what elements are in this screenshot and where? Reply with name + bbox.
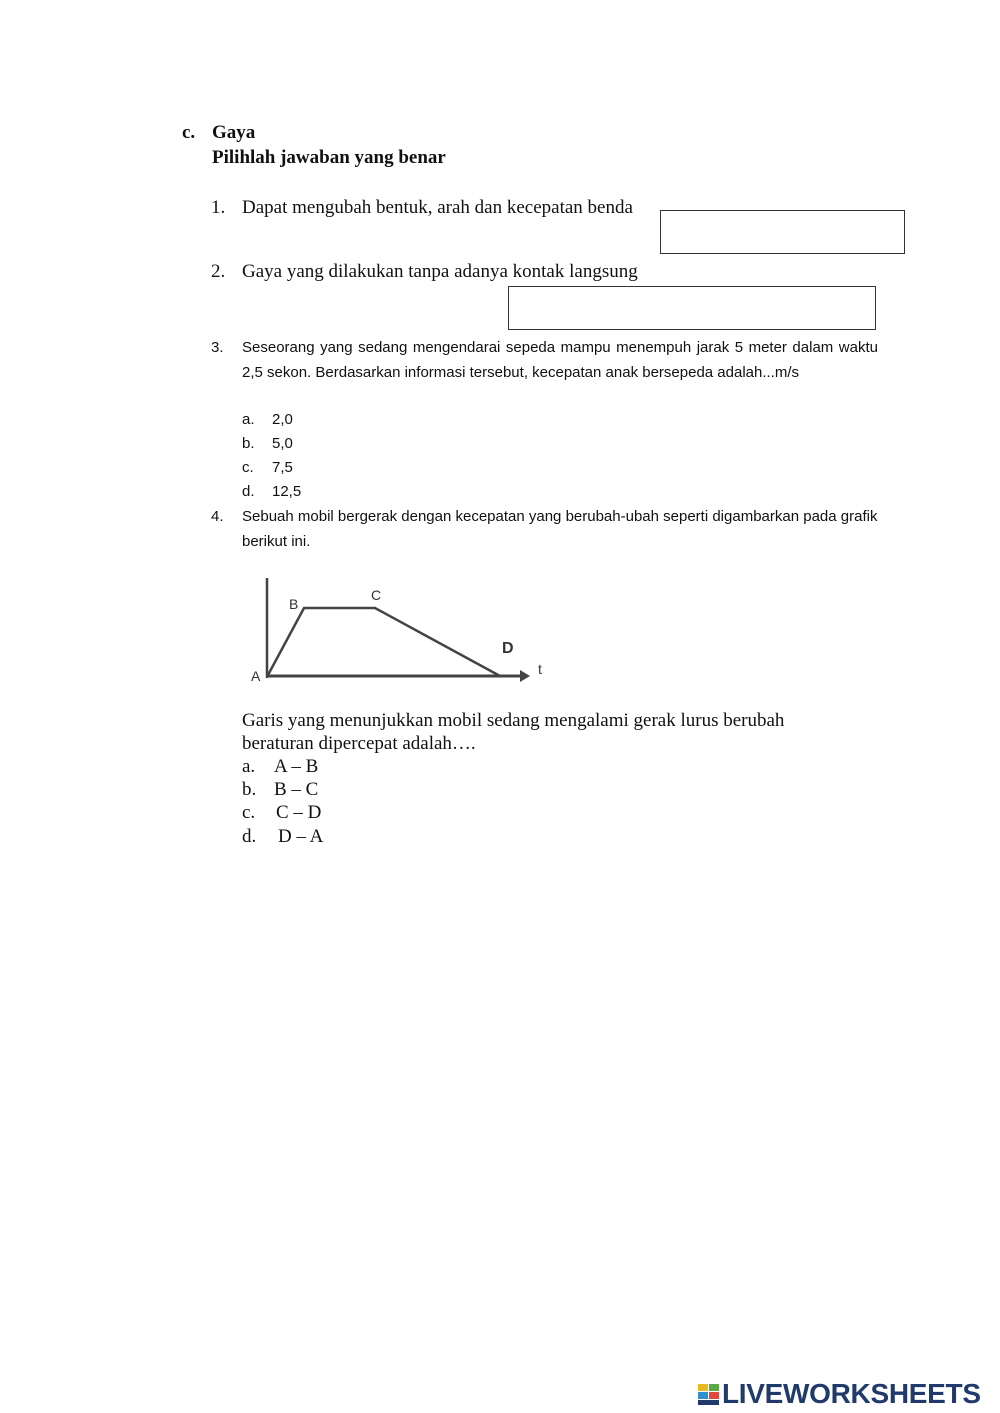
q3-option-b-text[interactable]: 5,0 <box>272 435 293 452</box>
question-1-number: 1. <box>211 197 226 218</box>
graph-label-a: A <box>251 668 261 684</box>
q4-option-a-letter: a. <box>242 756 256 777</box>
q3-option-a-text[interactable]: 2,0 <box>272 411 293 428</box>
q4-option-b-text[interactable]: B – C <box>274 779 319 800</box>
q4-option-c-letter: c. <box>242 802 256 823</box>
question-3-text: Seseorang yang sedang mengendarai sepeda mampu menempuh jarak 5 meter dalam waktu 2,5 sekon. Berdasarkan informasi tersebut, kecepatan anak bersepeda adalah...m/s <box>242 339 878 381</box>
graph-label-c: C <box>371 587 382 603</box>
liveworksheets-logo-icon <box>698 1382 720 1406</box>
q3-option-b-letter: b. <box>242 435 255 452</box>
section-instruction: Pilihlah jawaban yang benar <box>212 147 446 168</box>
q3-option-d-letter: d. <box>242 483 255 500</box>
velocity-time-graph <box>240 570 570 690</box>
q4-option-b-letter: b. <box>242 779 257 800</box>
q3-option-c-letter: c. <box>242 459 254 476</box>
section-title: Gaya <box>212 122 256 143</box>
graph-line-abcd <box>268 608 500 676</box>
q4-option-a-text[interactable]: A – B <box>274 756 319 777</box>
question-4-number: 4. <box>211 508 224 525</box>
q4-option-d-text[interactable]: D – A <box>278 826 324 847</box>
q4-option-d-letter: d. <box>242 826 257 847</box>
question-1-text: Dapat mengubah bentuk, arah dan kecepatan benda <box>242 197 633 218</box>
q4-option-c-text[interactable]: C – D <box>276 802 322 823</box>
question-4-description: Garis yang menunjukkan mobil sedang mengalami gerak lurus berubah beraturan dipercepat adalah…. <box>242 710 785 754</box>
graph-label-t: t <box>538 661 542 677</box>
question-4-text: Sebuah mobil bergerak dengan kecepatan yang berubah-ubah seperti digambarkan pada grafik berikut ini. <box>242 508 878 550</box>
question-3-number: 3. <box>211 339 224 356</box>
question-2-text: Gaya yang dilakukan tanpa adanya kontak langsung <box>242 261 638 282</box>
graph-label-d: D <box>502 640 514 657</box>
q3-option-d-text[interactable]: 12,5 <box>272 483 302 500</box>
section-letter: c. <box>182 122 196 143</box>
liveworksheets-logo-text: LIVEWORKSHEETS <box>722 1378 981 1409</box>
q3-option-c-text[interactable]: 7,5 <box>272 459 293 476</box>
question-2-answer-box[interactable] <box>508 286 876 330</box>
liveworksheets-logo[interactable] <box>698 1377 981 1411</box>
question-2-number: 2. <box>211 261 226 282</box>
question-1-answer-box[interactable] <box>660 210 905 254</box>
graph-label-b: B <box>289 596 299 612</box>
q3-option-a-letter: a. <box>242 411 255 428</box>
